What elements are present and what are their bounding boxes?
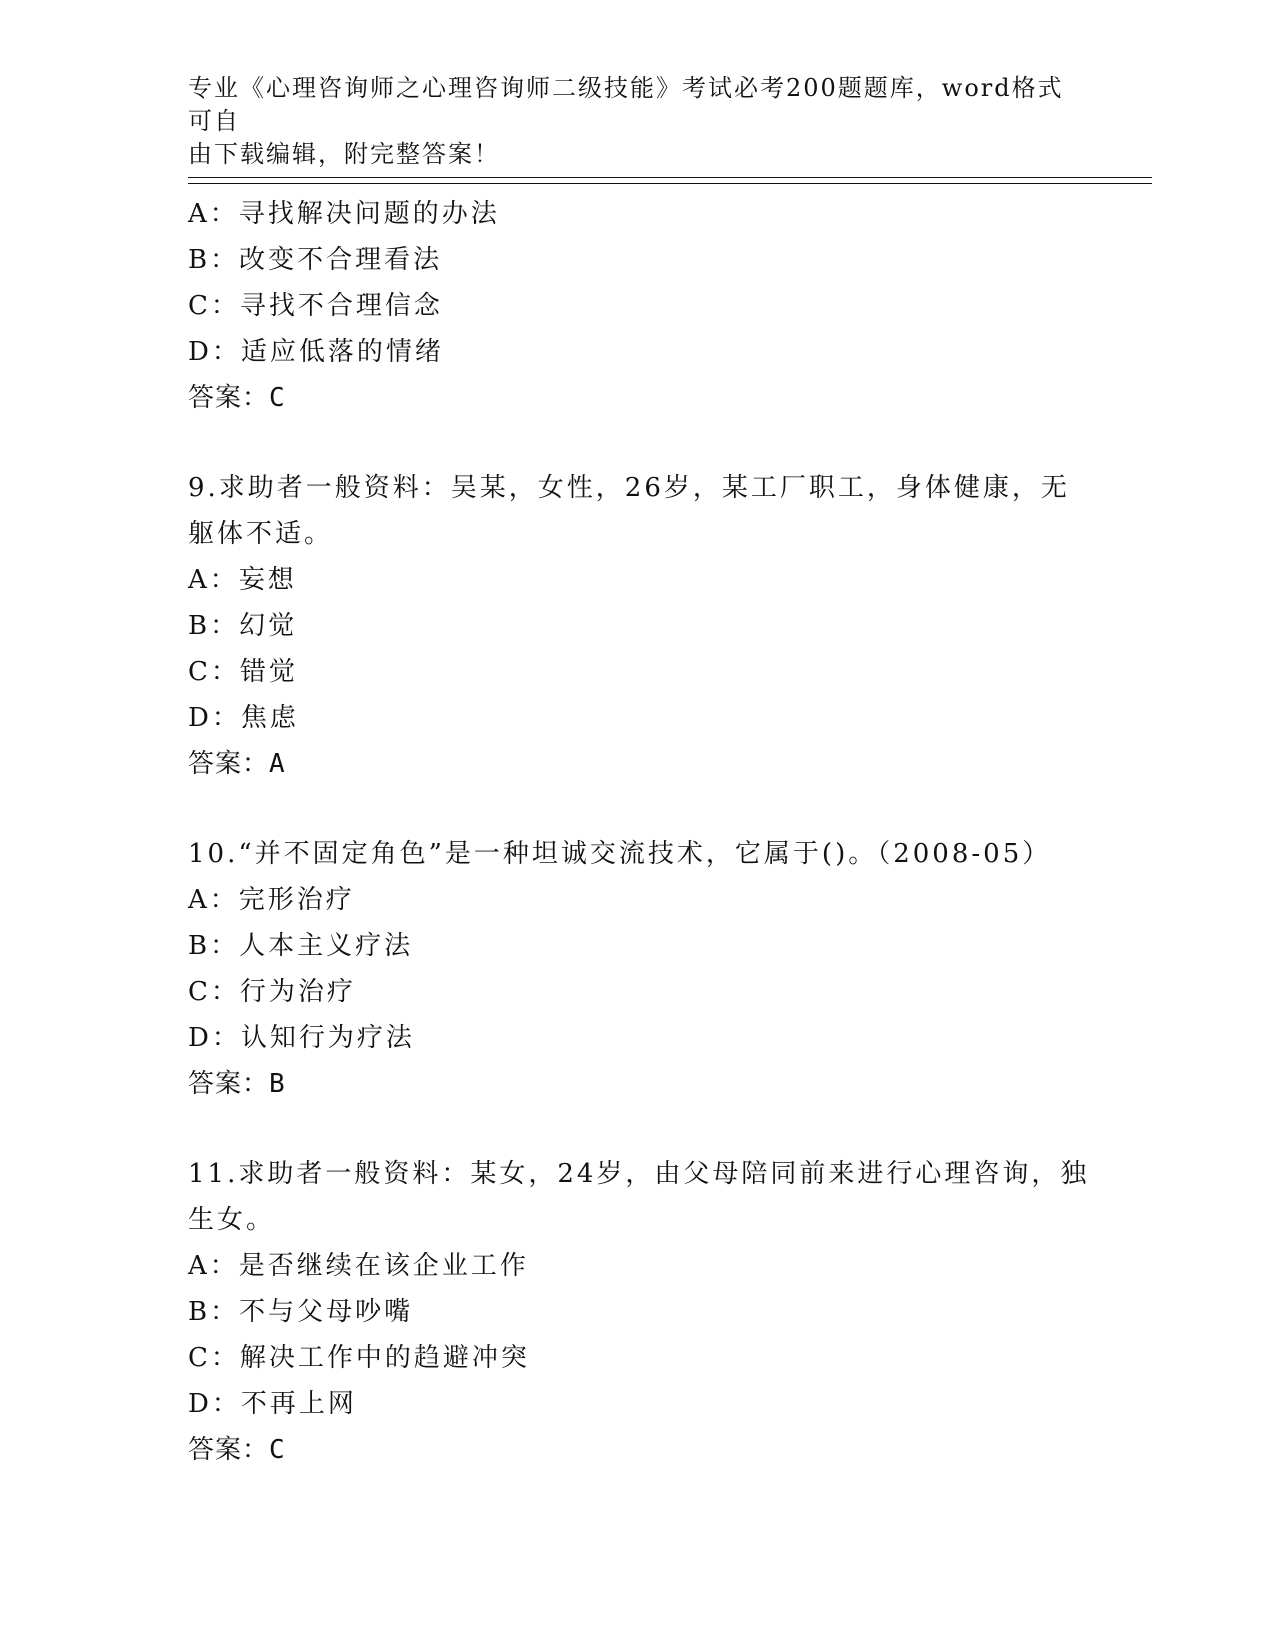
option-c: C：错觉	[188, 657, 298, 687]
option-c: C：解决工作中的趋避冲突	[188, 1343, 530, 1373]
option-d: D：不再上网	[188, 1389, 357, 1419]
spacer	[188, 787, 1088, 831]
option-a: A：是否继续在该企业工作	[188, 1251, 529, 1281]
option-b: B：不与父母吵嘴	[188, 1297, 414, 1327]
spacer	[188, 1107, 1088, 1151]
option-c: C：寻找不合理信念	[188, 291, 443, 321]
question-stem-line-1: 10.“并不固定角色”是一种坦诚交流技术，它属于()。（2008-05）	[188, 839, 1052, 869]
answer-line	[188, 375, 1088, 421]
answer-label: 答案：	[188, 749, 270, 779]
question-block-9	[188, 465, 1088, 787]
option-a: A：完形治疗	[188, 885, 355, 915]
answer-value: C	[269, 383, 286, 413]
document-header	[188, 72, 1068, 171]
answer-line	[188, 1061, 1088, 1107]
option-b: B：人本主义疗法	[188, 931, 414, 961]
answer-label: 答案：	[188, 383, 270, 413]
option-a: A：寻找解决问题的办法	[188, 199, 500, 229]
answer-value: B	[269, 1069, 286, 1099]
option-d: D：焦虑	[188, 703, 299, 733]
option-a: A：妄想	[188, 565, 297, 595]
answer-line	[188, 741, 1088, 787]
question-block-11	[188, 1151, 1088, 1473]
question-stem-line-2: 生女。	[188, 1205, 276, 1235]
option-d: D：适应低落的情绪	[188, 337, 444, 367]
header-divider-top	[188, 177, 1152, 178]
question-block-8	[188, 191, 1088, 421]
question-list	[188, 191, 1088, 1473]
question-stem-line-2: 躯体不适。	[188, 519, 334, 549]
header-line-1: 专业《心理咨询师之心理咨询师二级技能》考试必考200题题库，word格式可自	[188, 74, 1064, 135]
spacer	[188, 421, 1088, 465]
answer-line	[188, 1427, 1088, 1473]
answer-value: A	[269, 749, 286, 779]
answer-label: 答案：	[188, 1435, 270, 1465]
question-stem-line-1: 9.求助者一般资料：吴某，女性，26岁，某工厂职工，身体健康，无	[188, 473, 1070, 503]
header-line-2: 由下载编辑，附完整答案！	[188, 140, 500, 168]
answer-value: C	[269, 1435, 286, 1465]
question-stem-line-1: 11.求助者一般资料：某女，24岁，由父母陪同前来进行心理咨询，独	[188, 1159, 1090, 1189]
option-d: D：认知行为疗法	[188, 1023, 415, 1053]
option-b: B：幻觉	[188, 611, 298, 641]
option-b: B：改变不合理看法	[188, 245, 443, 275]
answer-label: 答案：	[188, 1069, 270, 1099]
option-c: C：行为治疗	[188, 977, 356, 1007]
question-block-10	[188, 831, 1088, 1107]
header-divider-bottom	[188, 183, 1152, 184]
